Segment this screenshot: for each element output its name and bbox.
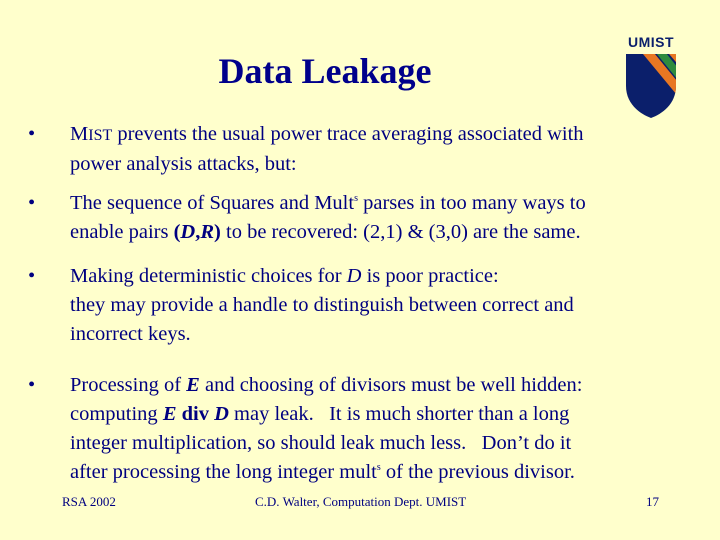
- text-line: incorrect keys.: [70, 323, 191, 345]
- bullet-item: [28, 189, 698, 247]
- text-run: ): [214, 221, 221, 243]
- superscript: s: [354, 193, 358, 205]
- superscript: s: [376, 462, 381, 474]
- variable-e: E: [162, 403, 177, 425]
- text-run: enable pairs: [70, 221, 174, 243]
- text-line: they may provide a handle to distinguish between correct and: [70, 294, 574, 316]
- bullet-symbol: •: [28, 123, 36, 145]
- text-run: after processing the long integer mult: [70, 461, 377, 483]
- text-run: and choosing of divisors must be well hidden:: [199, 374, 583, 396]
- text-line: [70, 262, 698, 291]
- text-run: div: [176, 403, 215, 425]
- text-run: Making deterministic choices for: [70, 265, 347, 287]
- logo-text: UMIST: [627, 34, 675, 50]
- text-run: of the previous divisor.: [380, 461, 575, 483]
- bullet-symbol: •: [28, 265, 36, 287]
- footer-center: C.D. Walter, Computation Dept. UMIST: [255, 494, 467, 509]
- variable-d: D: [180, 221, 196, 243]
- text-run: M: [70, 123, 89, 145]
- footer-left: RSA 2002: [62, 494, 116, 509]
- bullet-symbol: •: [28, 374, 36, 396]
- text-run: is poor practice:: [361, 265, 499, 287]
- variable-d: D: [346, 265, 362, 287]
- text-run: Processing of: [70, 374, 187, 396]
- umist-logo: [614, 34, 688, 124]
- text-line: [70, 189, 698, 218]
- text-line: [70, 371, 698, 400]
- page-number: 17: [646, 494, 659, 509]
- text-line: [70, 400, 698, 429]
- text-run: to be recovered: (2,1) & (3,0) are the same.: [220, 221, 581, 243]
- bullet-item: [28, 120, 698, 179]
- variable-d: D: [214, 403, 229, 425]
- slide-title: Data Leakage: [218, 51, 432, 91]
- bullet-item: [28, 262, 698, 349]
- text-run: (: [173, 221, 181, 243]
- text-line: [70, 218, 698, 247]
- text-run: parses in too many ways to: [357, 192, 586, 214]
- text-line: [70, 458, 698, 487]
- text-run: IST: [88, 127, 113, 144]
- bullet-list: [28, 120, 698, 487]
- text-run: The sequence of Squares and Mult: [70, 192, 355, 214]
- text-run: ,: [195, 221, 201, 243]
- bullet-symbol: •: [28, 192, 36, 214]
- text-line: [70, 120, 698, 150]
- text-line: integer multiplication, so should leak much less. Don’t do it: [70, 432, 572, 454]
- text-run: may leak. It is much shorter than a long: [228, 403, 570, 425]
- text-run: prevents the usual power trace averaging associated with: [112, 123, 584, 145]
- bullet-item: [28, 371, 698, 487]
- variable-e: E: [186, 374, 200, 396]
- text-line: power analysis attacks, but:: [70, 153, 297, 175]
- shield-icon: [624, 52, 678, 120]
- variable-r: R: [200, 221, 215, 243]
- text-run: computing: [70, 403, 163, 425]
